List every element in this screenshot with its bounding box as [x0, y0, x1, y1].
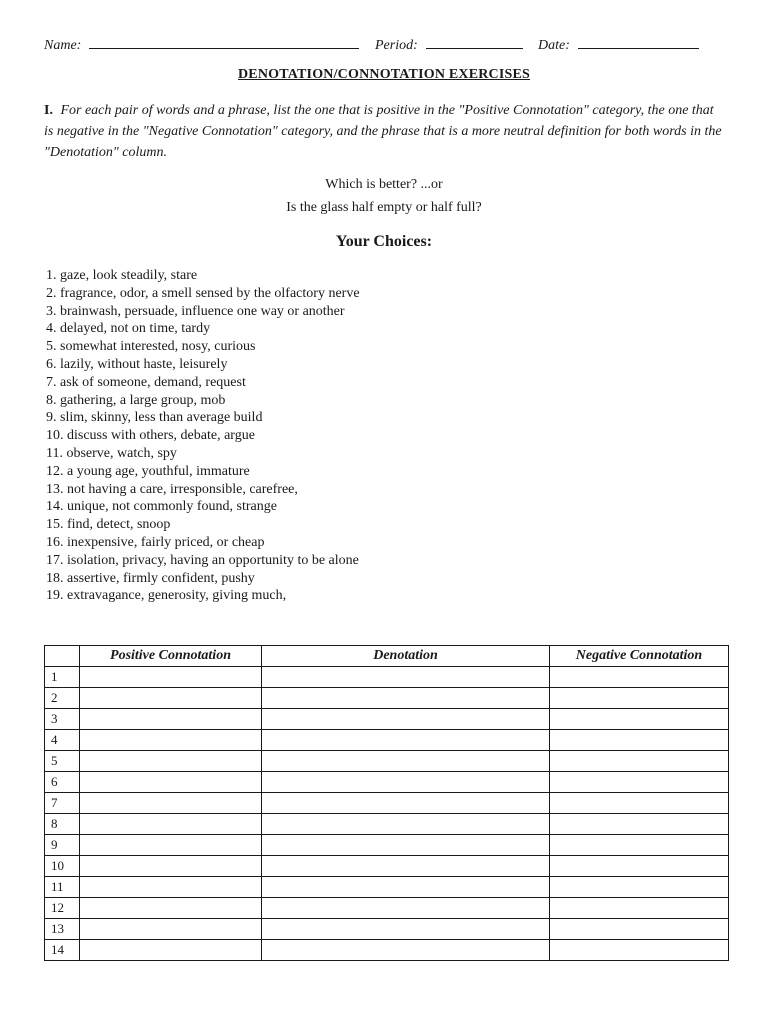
row-number: 7 — [45, 793, 80, 814]
negative-connotation-cell[interactable] — [550, 772, 729, 793]
table-row — [45, 877, 729, 898]
positive-connotation-cell[interactable] — [80, 877, 262, 898]
choices-heading: Your Choices: — [335, 233, 433, 250]
question-line-1: Which is better? ...or — [325, 177, 443, 192]
denotation-cell[interactable] — [262, 772, 550, 793]
positive-connotation-cell[interactable] — [80, 688, 262, 709]
name-label: Name: — [44, 38, 82, 53]
list-item: 19. extravagance, generosity, giving much, — [46, 588, 287, 604]
negative-connotation-cell[interactable] — [550, 667, 729, 688]
question-line-2: Is the glass half empty or half full? — [286, 200, 482, 215]
table-row — [45, 688, 729, 709]
name-field[interactable] — [44, 34, 359, 54]
positive-connotation-cell[interactable] — [80, 709, 262, 730]
table-header-row — [45, 646, 729, 667]
row-number-header — [45, 646, 80, 667]
table-row — [45, 793, 729, 814]
denotation-cell[interactable] — [262, 709, 550, 730]
negative-connotation-cell[interactable] — [550, 940, 729, 961]
table-row — [45, 730, 729, 751]
row-number: 14 — [45, 940, 80, 961]
list-item: 7. ask of someone, demand, request — [46, 374, 246, 390]
date-label: Date: — [538, 38, 570, 53]
denotation-cell[interactable] — [262, 877, 550, 898]
list-item: 6. lazily, without haste, leisurely — [46, 356, 228, 372]
list-item: 9. slim, skinny, less than average build — [46, 410, 263, 426]
table-row — [45, 814, 729, 835]
denotation-cell[interactable] — [262, 667, 550, 688]
positive-connotation-cell[interactable] — [80, 898, 262, 919]
period-blank[interactable] — [426, 34, 523, 49]
negative-connotation-cell[interactable] — [550, 919, 729, 940]
negative-connotation-cell[interactable] — [550, 898, 729, 919]
negative-connotation-cell[interactable] — [550, 856, 729, 877]
denotation-cell[interactable] — [262, 856, 550, 877]
instructions — [44, 100, 724, 163]
row-number: 2 — [45, 688, 80, 709]
table-row — [45, 835, 729, 856]
instructions-text: For each pair of words and a phrase, list the one that is positive in the "Positive Connotation" category, the one that is negative in the "Negative Connotation" category, and the phrase that is a more neutral definition for both words in the "Denotation" column. — [44, 103, 722, 160]
denotation-cell[interactable] — [262, 730, 550, 751]
positive-connotation-cell[interactable] — [80, 730, 262, 751]
positive-connotation-cell[interactable] — [80, 856, 262, 877]
list-item: 12. a young age, youthful, immature — [46, 463, 250, 479]
answer-table — [44, 645, 729, 961]
negative-connotation-cell[interactable] — [550, 730, 729, 751]
period-label: Period: — [375, 38, 418, 53]
row-number: 1 — [45, 667, 80, 688]
list-item: 1. gaze, look steadily, stare — [46, 268, 198, 283]
row-number: 6 — [45, 772, 80, 793]
row-number: 5 — [45, 751, 80, 772]
row-number: 8 — [45, 814, 80, 835]
denotation-cell[interactable] — [262, 835, 550, 856]
table-row — [45, 667, 729, 688]
list-item: 18. assertive, firmly confident, pushy — [46, 570, 255, 586]
table-row — [45, 751, 729, 772]
list-item: 13. not having a care, irresponsible, carefree, — [46, 481, 298, 497]
denotation-cell[interactable] — [262, 793, 550, 814]
positive-connotation-cell[interactable] — [80, 919, 262, 940]
list-item: 4. delayed, not on time, tardy — [46, 321, 211, 337]
positive-connotation-cell[interactable] — [80, 751, 262, 772]
negative-connotation-cell[interactable] — [550, 709, 729, 730]
list-item: 8. gathering, a large group, mob — [46, 392, 226, 408]
positive-connotation-cell[interactable] — [80, 835, 262, 856]
denotation-cell[interactable] — [262, 940, 550, 961]
list-item: 2. fragrance, odor, a smell sensed by the olfactory nerve — [46, 285, 360, 301]
positive-connotation-cell[interactable] — [80, 814, 262, 835]
list-item: 14. unique, not commonly found, strange — [46, 499, 277, 515]
list-item: 15. find, detect, snoop — [46, 517, 171, 533]
positive-connotation-cell[interactable] — [80, 772, 262, 793]
list-item: 11. observe, watch, spy — [46, 445, 177, 461]
date-field[interactable] — [538, 34, 699, 54]
denotation-cell[interactable] — [262, 814, 550, 835]
table-row — [45, 898, 729, 919]
row-number: 9 — [45, 835, 80, 856]
period-field[interactable] — [375, 34, 523, 54]
row-number: 10 — [45, 856, 80, 877]
row-number: 13 — [45, 919, 80, 940]
table-row — [45, 772, 729, 793]
table-row — [45, 709, 729, 730]
positive-connotation-header: Positive Connotation — [80, 646, 262, 667]
page-title: DENOTATION/CONNOTATION EXERCISES — [237, 67, 531, 82]
choice-list — [46, 267, 360, 605]
denotation-cell[interactable] — [262, 751, 550, 772]
row-number: 3 — [45, 709, 80, 730]
negative-connotation-cell[interactable] — [550, 793, 729, 814]
negative-connotation-cell[interactable] — [550, 688, 729, 709]
negative-connotation-cell[interactable] — [550, 751, 729, 772]
negative-connotation-cell[interactable] — [550, 814, 729, 835]
row-number: 12 — [45, 898, 80, 919]
list-item: 3. brainwash, persuade, influence one way or another — [46, 303, 345, 319]
denotation-cell[interactable] — [262, 688, 550, 709]
positive-connotation-cell[interactable] — [80, 667, 262, 688]
table-row — [45, 940, 729, 961]
section-number: I. — [44, 103, 53, 118]
list-item: 5. somewhat interested, nosy, curious — [46, 339, 256, 355]
list-item: 17. isolation, privacy, having an opportunity to be alone — [46, 552, 359, 568]
positive-connotation-cell[interactable] — [80, 940, 262, 961]
negative-connotation-cell[interactable] — [550, 877, 729, 898]
table-row — [45, 919, 729, 940]
denotation-cell[interactable] — [262, 898, 550, 919]
positive-connotation-cell[interactable] — [80, 793, 262, 814]
denotation-header: Denotation — [262, 646, 550, 667]
name-blank[interactable] — [89, 34, 359, 49]
denotation-cell[interactable] — [262, 919, 550, 940]
negative-connotation-header: Negative Connotation — [550, 646, 729, 667]
list-item: 16. inexpensive, fairly priced, or cheap — [46, 534, 265, 550]
list-item: 10. discuss with others, debate, argue — [46, 428, 255, 444]
row-number: 11 — [45, 877, 80, 898]
row-number: 4 — [45, 730, 80, 751]
date-blank[interactable] — [578, 34, 699, 49]
negative-connotation-cell[interactable] — [550, 835, 729, 856]
table-row — [45, 856, 729, 877]
